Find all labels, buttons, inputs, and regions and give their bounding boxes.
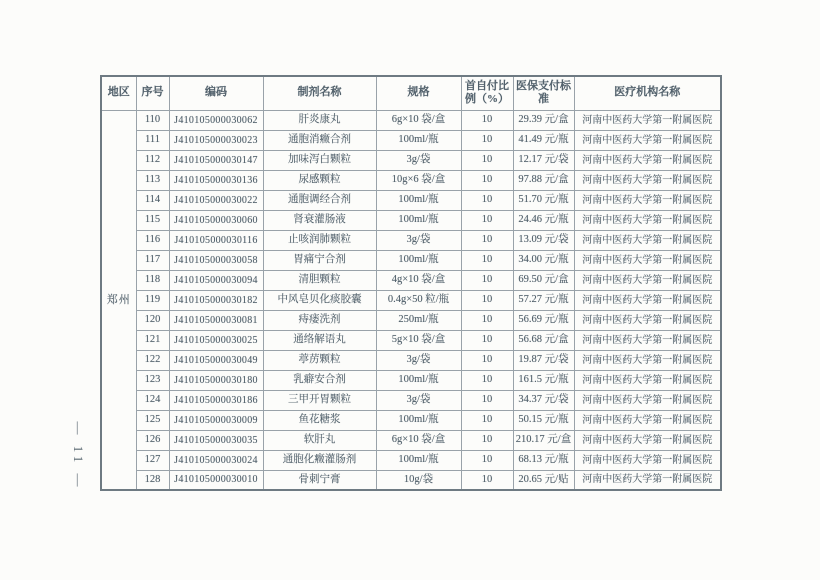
- cell-name: 尿感颗粒: [263, 170, 376, 190]
- cell-code: J410105000030147: [169, 150, 263, 170]
- cell-standard: 56.68 元/盒: [513, 330, 574, 350]
- cell-org: 河南中医药大学第一附属医院: [574, 290, 721, 310]
- table-body: [101, 110, 721, 490]
- cell-code: J410105000030023: [169, 130, 263, 150]
- header-org: 医疗机构名称: [574, 76, 721, 110]
- table-header: [101, 76, 721, 110]
- cell-ratio: 10: [461, 310, 513, 330]
- cell-code: J410105000030009: [169, 410, 263, 430]
- cell-org: 河南中医药大学第一附属医院: [574, 310, 721, 330]
- table-row: [101, 250, 721, 270]
- cell-code: J410105000030062: [169, 110, 263, 130]
- table-row: [101, 450, 721, 470]
- cell-code: J410105000030116: [169, 230, 263, 250]
- header-no: 序号: [136, 76, 169, 110]
- cell-org: 河南中医药大学第一附属医院: [574, 190, 721, 210]
- cell-spec: 100ml/瓶: [376, 410, 461, 430]
- preparations-table: [100, 75, 722, 491]
- cell-ratio: 10: [461, 110, 513, 130]
- cell-org: 河南中医药大学第一附属医院: [574, 430, 721, 450]
- cell-org: 河南中医药大学第一附属医院: [574, 370, 721, 390]
- cell-name: 骨刺宁膏: [263, 470, 376, 490]
- cell-code: J410105000030024: [169, 450, 263, 470]
- cell-spec: 100ml/瓶: [376, 130, 461, 150]
- cell-no: 119: [136, 290, 169, 310]
- cell-org: 河南中医药大学第一附属医院: [574, 350, 721, 370]
- cell-spec: 0.4g×50 粒/瓶: [376, 290, 461, 310]
- cell-standard: 34.00 元/瓶: [513, 250, 574, 270]
- cell-spec: 10g/袋: [376, 470, 461, 490]
- cell-spec: 3g/袋: [376, 150, 461, 170]
- cell-no: 117: [136, 250, 169, 270]
- cell-standard: 69.50 元/盒: [513, 270, 574, 290]
- cell-code: J410105000030025: [169, 330, 263, 350]
- cell-standard: 56.69 元/瓶: [513, 310, 574, 330]
- cell-spec: 100ml/瓶: [376, 210, 461, 230]
- cell-ratio: 10: [461, 250, 513, 270]
- cell-spec: 10g×6 袋/盒: [376, 170, 461, 190]
- cell-name: 胃痛宁合剂: [263, 250, 376, 270]
- table-row: [101, 270, 721, 290]
- cell-code: J410105000030081: [169, 310, 263, 330]
- cell-spec: 6g×10 袋/盒: [376, 110, 461, 130]
- cell-standard: 210.17 元/盒: [513, 430, 574, 450]
- cell-org: 河南中医药大学第一附属医院: [574, 250, 721, 270]
- cell-standard: 51.70 元/瓶: [513, 190, 574, 210]
- cell-org: 河南中医药大学第一附属医院: [574, 110, 721, 130]
- cell-code: J410105000030180: [169, 370, 263, 390]
- cell-ratio: 10: [461, 130, 513, 150]
- table-row: [101, 230, 721, 250]
- cell-standard: 50.15 元/瓶: [513, 410, 574, 430]
- cell-spec: 4g×10 袋/盒: [376, 270, 461, 290]
- cell-standard: 12.17 元/袋: [513, 150, 574, 170]
- cell-ratio: 10: [461, 190, 513, 210]
- cell-code: J410105000030186: [169, 390, 263, 410]
- cell-ratio: 10: [461, 430, 513, 450]
- cell-spec: 250ml/瓶: [376, 310, 461, 330]
- table-row: [101, 110, 721, 130]
- cell-spec: 3g/袋: [376, 350, 461, 370]
- cell-ratio: 10: [461, 370, 513, 390]
- header-standard: 医保支付标准: [513, 76, 574, 110]
- cell-no: 115: [136, 210, 169, 230]
- cell-org: 河南中医药大学第一附属医院: [574, 210, 721, 230]
- header-name: 制剂名称: [263, 76, 376, 110]
- cell-org: 河南中医药大学第一附属医院: [574, 470, 721, 490]
- cell-code: J410105000030010: [169, 470, 263, 490]
- table-row: [101, 470, 721, 490]
- table-row: [101, 150, 721, 170]
- cell-name: 痔瘘洗剂: [263, 310, 376, 330]
- cell-no: 125: [136, 410, 169, 430]
- cell-no: 124: [136, 390, 169, 410]
- table-row: [101, 330, 721, 350]
- cell-code: J410105000030049: [169, 350, 263, 370]
- cell-standard: 97.88 元/盒: [513, 170, 574, 190]
- cell-standard: 34.37 元/袋: [513, 390, 574, 410]
- cell-ratio: 10: [461, 390, 513, 410]
- table-row: [101, 210, 721, 230]
- cell-code: J410105000030035: [169, 430, 263, 450]
- cell-code: J410105000030182: [169, 290, 263, 310]
- cell-standard: 19.87 元/袋: [513, 350, 574, 370]
- cell-no: 121: [136, 330, 169, 350]
- cell-spec: 100ml/瓶: [376, 370, 461, 390]
- cell-name: 加味泻白颗粒: [263, 150, 376, 170]
- cell-code: J410105000030058: [169, 250, 263, 270]
- cell-no: 122: [136, 350, 169, 370]
- table-row: [101, 290, 721, 310]
- cell-ratio: 10: [461, 470, 513, 490]
- cell-standard: 20.65 元/贴: [513, 470, 574, 490]
- cell-name: 止咳润肺颗粒: [263, 230, 376, 250]
- cell-org: 河南中医药大学第一附属医院: [574, 390, 721, 410]
- cell-ratio: 10: [461, 210, 513, 230]
- cell-name: 肾衰灌肠液: [263, 210, 376, 230]
- cell-name: 通络解语丸: [263, 330, 376, 350]
- cell-ratio: 10: [461, 270, 513, 290]
- cell-ratio: 10: [461, 350, 513, 370]
- cell-org: 河南中医药大学第一附属医院: [574, 150, 721, 170]
- cell-no: 126: [136, 430, 169, 450]
- cell-ratio: 10: [461, 170, 513, 190]
- cell-standard: 57.27 元/瓶: [513, 290, 574, 310]
- cell-no: 116: [136, 230, 169, 250]
- cell-name: 肝炎康丸: [263, 110, 376, 130]
- cell-name: 葶苈颗粒: [263, 350, 376, 370]
- cell-standard: 24.46 元/瓶: [513, 210, 574, 230]
- cell-no: 120: [136, 310, 169, 330]
- header-code: 编码: [169, 76, 263, 110]
- cell-no: 114: [136, 190, 169, 210]
- cell-no: 112: [136, 150, 169, 170]
- cell-org: 河南中医药大学第一附属医院: [574, 270, 721, 290]
- cell-code: J410105000030060: [169, 210, 263, 230]
- cell-ratio: 10: [461, 150, 513, 170]
- cell-name: 中风皂贝化痰胶囊: [263, 290, 376, 310]
- cell-standard: 68.13 元/瓶: [513, 450, 574, 470]
- table-row: [101, 310, 721, 330]
- cell-code: J410105000030022: [169, 190, 263, 210]
- cell-spec: 3g/袋: [376, 390, 461, 410]
- cell-name: 通胞调经合剂: [263, 190, 376, 210]
- cell-org: 河南中医药大学第一附属医院: [574, 130, 721, 150]
- cell-name: 三甲开胃颗粒: [263, 390, 376, 410]
- cell-ratio: 10: [461, 290, 513, 310]
- cell-name: 鱼花糖浆: [263, 410, 376, 430]
- cell-ratio: 10: [461, 230, 513, 250]
- cell-org: 河南中医药大学第一附属医院: [574, 450, 721, 470]
- cell-org: 河南中医药大学第一附属医院: [574, 410, 721, 430]
- header-spec: 规格: [376, 76, 461, 110]
- table-row: [101, 390, 721, 410]
- table-row: [101, 170, 721, 190]
- page-number-label: — 11 —: [71, 421, 86, 491]
- cell-name: 乳癖安合剂: [263, 370, 376, 390]
- table-row: [101, 130, 721, 150]
- table-row: [101, 430, 721, 450]
- cell-no: 111: [136, 130, 169, 150]
- cell-no: 118: [136, 270, 169, 290]
- region-cell: 郑州: [101, 110, 136, 490]
- cell-spec: 100ml/瓶: [376, 450, 461, 470]
- cell-spec: 100ml/瓶: [376, 250, 461, 270]
- cell-spec: 6g×10 袋/盒: [376, 430, 461, 450]
- cell-name: 清胆颗粒: [263, 270, 376, 290]
- cell-spec: 100ml/瓶: [376, 190, 461, 210]
- cell-ratio: 10: [461, 330, 513, 350]
- cell-standard: 13.09 元/袋: [513, 230, 574, 250]
- cell-code: J410105000030094: [169, 270, 263, 290]
- cell-no: 110: [136, 110, 169, 130]
- table-row: [101, 350, 721, 370]
- cell-name: 通胞消癥合剂: [263, 130, 376, 150]
- table-row: [101, 370, 721, 390]
- cell-no: 128: [136, 470, 169, 490]
- table-row: [101, 190, 721, 210]
- cell-org: 河南中医药大学第一附属医院: [574, 330, 721, 350]
- cell-no: 127: [136, 450, 169, 470]
- header-ratio: 首自付比例（%）: [461, 76, 513, 110]
- cell-spec: 3g/袋: [376, 230, 461, 250]
- cell-ratio: 10: [461, 410, 513, 430]
- cell-org: 河南中医药大学第一附属医院: [574, 230, 721, 250]
- cell-name: 通胞化癥灌肠剂: [263, 450, 376, 470]
- cell-org: 河南中医药大学第一附属医院: [574, 170, 721, 190]
- cell-ratio: 10: [461, 450, 513, 470]
- cell-standard: 29.39 元/盒: [513, 110, 574, 130]
- cell-code: J410105000030136: [169, 170, 263, 190]
- header-region: 地区: [101, 76, 136, 110]
- cell-name: 软肝丸: [263, 430, 376, 450]
- table-row: [101, 410, 721, 430]
- cell-spec: 5g×10 袋/盒: [376, 330, 461, 350]
- cell-standard: 161.5 元/瓶: [513, 370, 574, 390]
- cell-no: 123: [136, 370, 169, 390]
- cell-no: 113: [136, 170, 169, 190]
- cell-standard: 41.49 元/瓶: [513, 130, 574, 150]
- table-header-row: [101, 76, 721, 110]
